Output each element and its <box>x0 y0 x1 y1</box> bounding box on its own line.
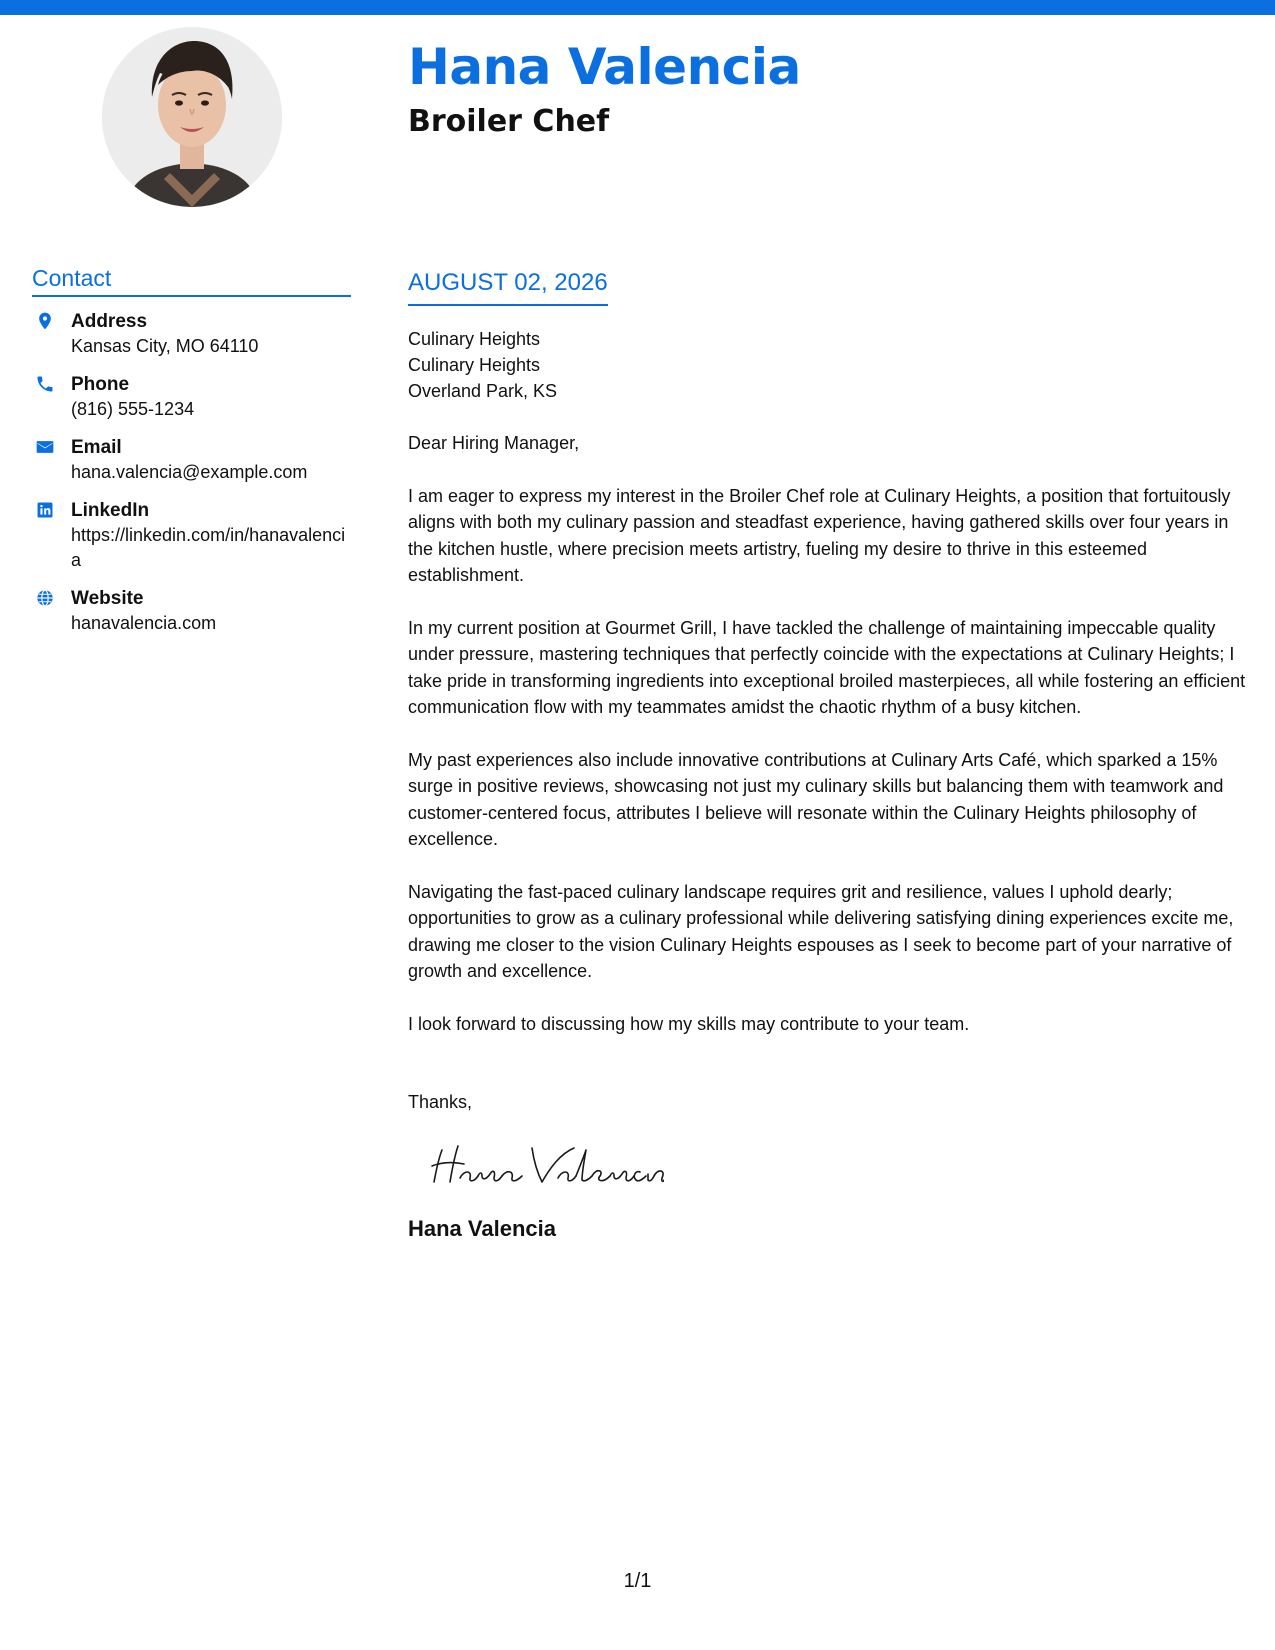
address-value: Kansas City, MO 64110 <box>71 336 259 356</box>
linkedin-label: LinkedIn <box>71 500 150 521</box>
closing: Thanks, <box>408 1092 473 1112</box>
website-label: Website <box>71 588 144 609</box>
salutation: Dear Hiring Manager, <box>408 433 580 453</box>
envelope-icon <box>35 437 55 457</box>
letter-paragraph: I am eager to express my interest in the Broiler Chef role at Culinary Heights, a position that fortuitously aligns with both my culinary passion and steadfast experience, having gathered skills over four years in the kitchen hustle, where precision meets artistry, fueling my desire to thrive in this esteemed establishment. <box>408 485 1231 585</box>
linkedin-value[interactable]: https://linkedin.com/in/hanavalencia <box>71 525 346 570</box>
contact-website <box>32 586 351 636</box>
page-number: 1/1 <box>623 1570 652 1592</box>
phone-value: (816) 555-1234 <box>71 399 195 419</box>
email-value[interactable]: hana.valencia@example.com <box>71 462 308 482</box>
contact-email <box>32 435 351 485</box>
recipient-line: Culinary Heights <box>408 329 541 349</box>
phone-icon <box>35 374 55 394</box>
email-label: Email <box>71 437 122 458</box>
signer-name: Hana Valencia <box>408 1216 556 1241</box>
globe-icon <box>35 588 55 608</box>
job-title: Broiler Chef <box>408 104 610 139</box>
website-value[interactable]: hanavalencia.com <box>71 613 217 633</box>
contact-address <box>32 309 351 359</box>
letter-paragraph: In my current position at Gourmet Grill, I have tackled the challenge of maintaining impeccable quality under pressure, mastering techniques that perfectly coincide with the expectations at Culinary Heights; I take pride in transforming ingredients into exceptional broiled masterpieces, all while fostering an efficient communication flow with my teammates amidst the chaotic rhythm of a busy kitchen. <box>408 617 1246 717</box>
linkedin-icon <box>35 500 55 520</box>
contact-phone <box>32 372 351 422</box>
recipient-block <box>408 326 1248 404</box>
phone-label: Phone <box>71 374 130 395</box>
letter-body <box>408 268 1248 1243</box>
contact-sidebar <box>32 265 351 649</box>
applicant-name: Hana Valencia <box>408 38 801 96</box>
letter-paragraph: My past experiences also include innovative contributions at Culinary Arts Café, which sparked a 15% surge in positive reviews, showcasing not just my culinary skills but balancing them with teamwork and customer-centered focus, attributes I believe will resonate within the Culinary Heights philosophy of excellence. <box>408 749 1224 849</box>
letter-date: AUGUST 02, 2026 <box>408 268 608 306</box>
address-label: Address <box>71 311 148 332</box>
letter-paragraph: Navigating the fast-paced culinary landscape requires grit and resilience, values I uphold dearly; opportunities to grow as a culinary professional while delivering satisfying dining experiences excite me, drawing me closer to the vision Culinary Heights espouses as I seek to become part of your narrative of growth and excellence. <box>408 881 1234 981</box>
contact-linkedin <box>32 498 351 573</box>
profile-photo <box>102 27 282 207</box>
handwritten-signature <box>424 1138 1248 1198</box>
contact-heading: Contact <box>32 265 351 297</box>
letter-paragraph: I look forward to discussing how my skills may contribute to your team. <box>408 1013 970 1034</box>
recipient-line: Culinary Heights <box>408 355 541 375</box>
map-pin-icon <box>35 311 55 331</box>
top-accent-bar <box>0 0 1275 15</box>
recipient-line: Overland Park, KS <box>408 381 558 401</box>
